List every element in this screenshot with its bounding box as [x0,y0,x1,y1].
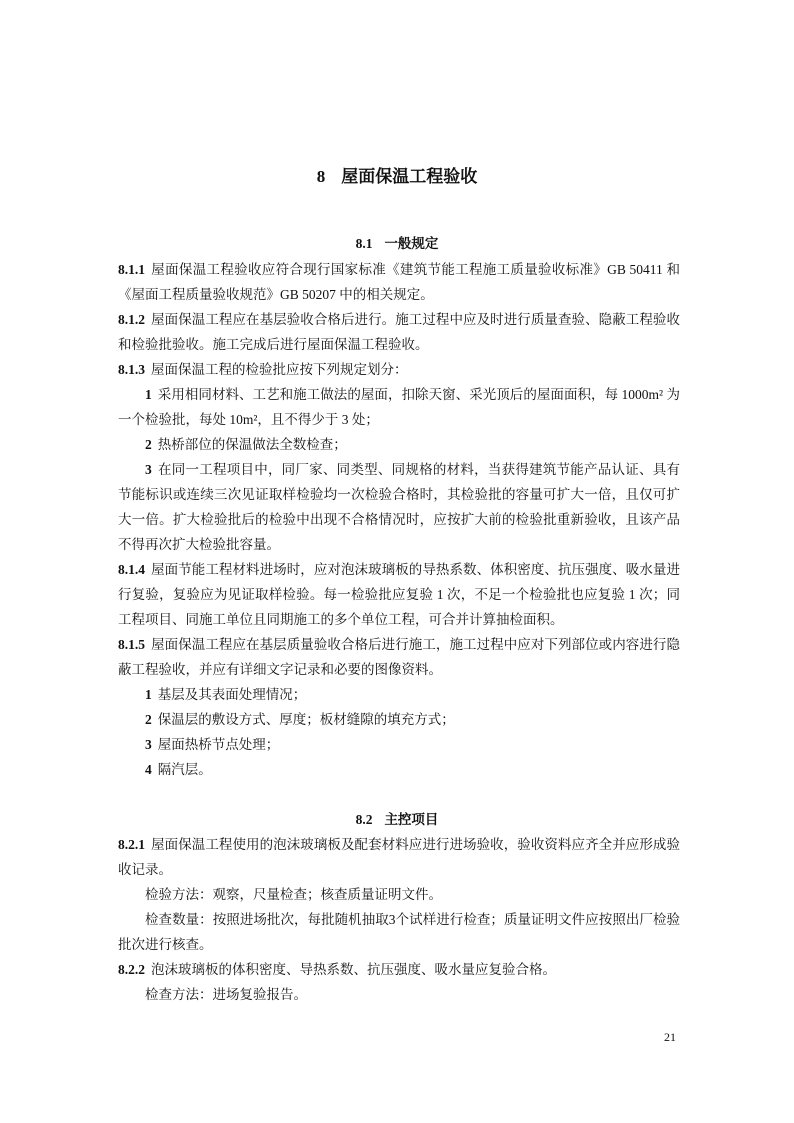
inspection-method [118,982,680,1007]
item-text: 热桥部位的保温做法全数检查； [157,437,347,452]
chapter-title-text: 屋面保温工程验收 [341,167,478,186]
item-text: 基层及其表面处理情况； [157,687,307,702]
item-number: 1 [145,687,152,702]
clause-text: 屋面保温工程验收应符合现行国家标准《建筑节能工程施工质量验收标准》GB 50411 和《屋面工程质量验收规范》GB 50207 中的相关规定。 [118,262,680,302]
clause-8-2-1 [118,832,680,882]
clause-text: 检验方法：观察，尺量检查；核查质量证明文件。 [145,887,442,902]
section-8-1-body [118,257,680,782]
clause-text: 屋面保温工程使用的泡沫玻璃板及配套材料应进行进场验收，验收资料应齐全并应形成验收记录。 [118,837,680,877]
list-item [118,707,680,732]
clause-text: 屋面保温工程的检验批应按下列规定划分： [151,362,408,377]
clause-text: 屋面保温工程应在基层质量验收合格后进行施工，施工过程中应对下列部位或内容进行隐蔽工程验收，并应有详细文字记录和必要的图像资料。 [118,637,680,677]
page-number: 21 [664,1030,676,1044]
clause-8-1-5 [118,632,680,682]
clause-8-1-2 [118,307,680,357]
section-8-2-body [118,832,680,1007]
item-text: 屋面热桥节点处理； [157,737,280,752]
item-number: 1 [145,387,152,402]
item-text: 采用相同材料、工艺和施工做法的屋面，扣除天窗、采光顶后的屋面面积，每 1000m² 为一个检验批，每处 10m²，且不得少于 3 处； [118,387,680,427]
item-number: 2 [145,437,152,452]
list-item [118,682,680,707]
item-number: 3 [145,737,152,752]
clause-text: 检查方法：进场复验报告。 [145,987,307,1002]
list-item [118,432,680,457]
chapter-number: 8 [316,167,326,186]
item-number: 3 [145,462,152,477]
clause-text: 泡沫玻璃板的体积密度、导热系数、抗压强度、吸水量应复验合格。 [151,962,556,977]
list-item [118,732,680,757]
clause-number: 8.2.2 [118,962,145,977]
section-title: 主控项目 [384,812,439,827]
list-item [118,382,680,432]
inspection-quantity [118,907,680,957]
item-number: 2 [145,712,152,727]
section-heading-8-1 [0,231,794,256]
clause-text: 屋面节能工程材料进场时，应对泡沫玻璃板的导热系数、体积密度、抗压强度、吸水量进行复验，复验应为见证取样检验。每一检验批应复验 1 次，不足一个检验批也应复验 1 次；同工程项目、同施工单位且同期施工的多个单位工程，可合并计算抽检面积。 [118,562,680,627]
item-text: 隔汽层。 [157,762,212,777]
chapter-title [0,162,794,187]
clause-8-1-1 [118,257,680,307]
section-title: 一般规定 [384,236,439,251]
clause-text: 屋面保温工程应在基层验收合格后进行。施工过程中应及时进行质量查验、隐蔽工程验收和检验批验收。施工完成后进行屋面保温工程验收。 [118,312,680,352]
inspection-method [118,882,680,907]
clause-8-1-4 [118,557,680,632]
section-heading-8-2 [0,807,794,832]
clause-8-2-2 [118,957,680,982]
clause-8-1-3 [118,357,680,382]
item-text: 保温层的敷设方式、厚度；板材缝隙的填充方式； [157,712,455,727]
section-number: 8.1 [355,236,373,251]
section-number: 8.2 [355,812,373,827]
clause-number: 8.1.3 [118,362,145,377]
clause-number: 8.1.5 [118,637,145,652]
list-item [118,757,680,782]
clause-number: 8.1.2 [118,312,145,327]
clause-number: 8.2.1 [118,837,145,852]
list-item [118,457,680,557]
item-text: 在同一工程项目中，同厂家、同类型、同规格的材料，当获得建筑节能产品认证、具有节能标识或连续三次见证取样检验均一次检验合格时，其检验批的容量可扩大一倍，且仅可扩大一倍。扩大检验批后的检验中出现不合格情况时，应按扩大前的检验批重新验收，且该产品不得再次扩大检验批容量。 [118,462,680,552]
clause-number: 8.1.1 [118,262,145,277]
clause-number: 8.1.4 [118,562,145,577]
item-number: 4 [145,762,152,777]
clause-text: 检查数量：按照进场批次，每批随机抽取3个试样进行检查；质量证明文件应按照出厂检验批次进行核查。 [118,912,680,952]
